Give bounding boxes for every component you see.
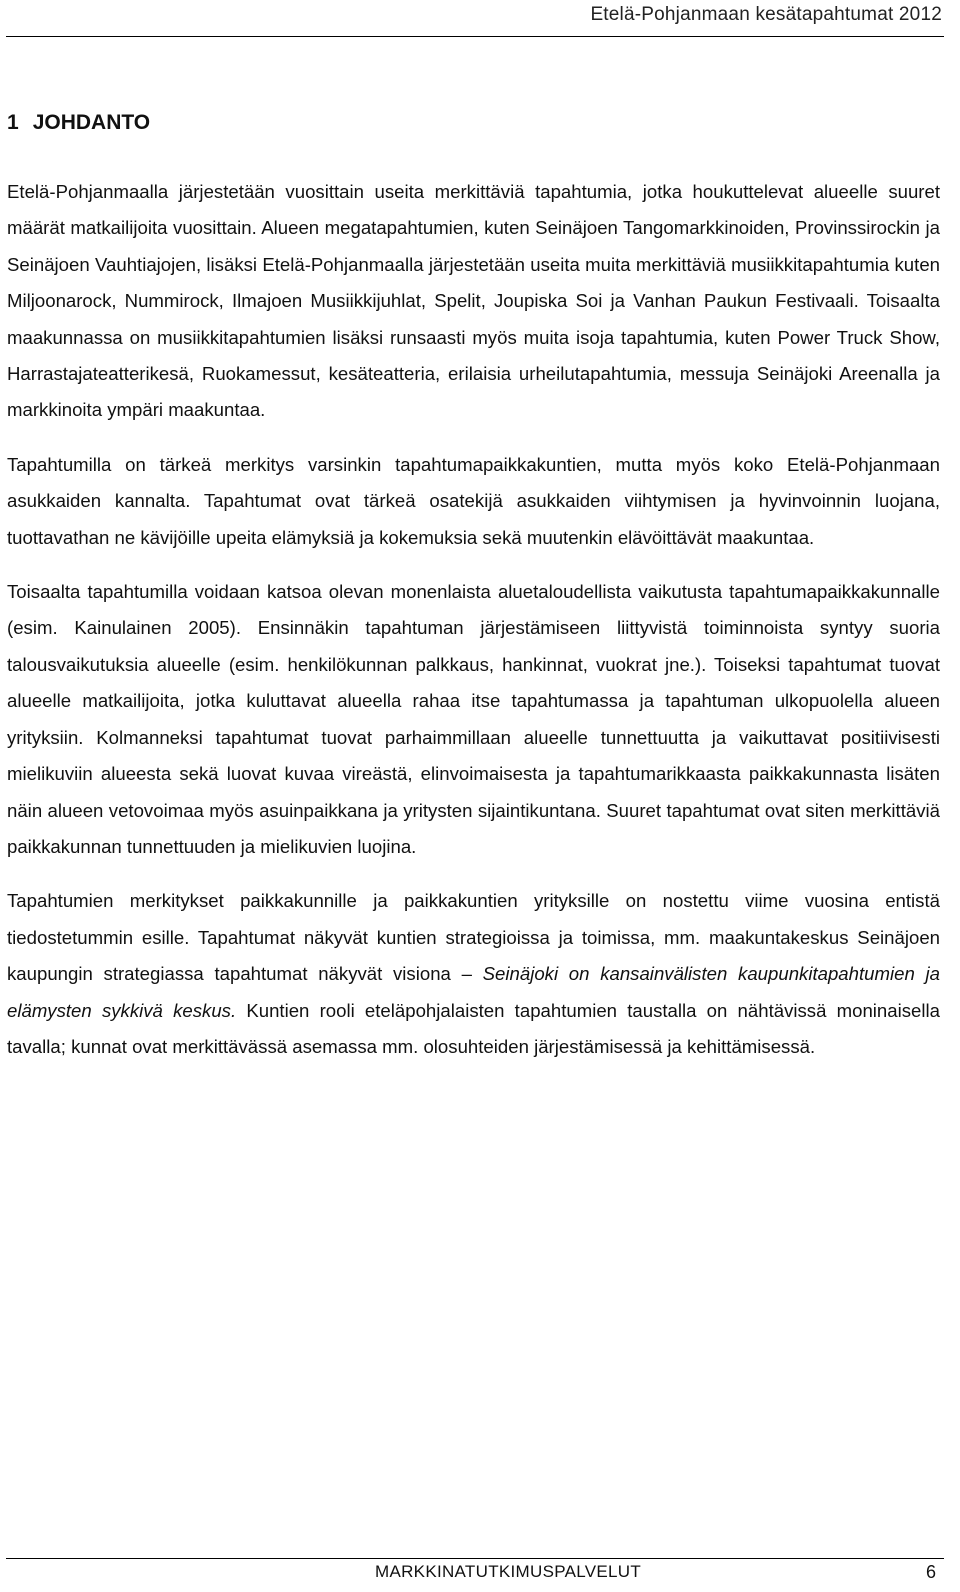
paragraph-3: Toisaalta tapahtumilla voidaan katsoa olevan monenlaista aluetaloudellista vaikutusta tapahtumapaikkakunnalle (esim. Kainulainen 2005). Ensinnäkin tapahtuman järjestämiseen liittyvistä toiminnoista syntyy suoria talousvaikutuksia alueelle (esim. henkilökunnan palkkaus, hankinnat, vuokrat jne.). Toiseksi tapahtumat tuovat alueelle matkailijoita, jotka kuluttavat alueella rahaa itse tapahtumassa ja tapahtuman ulkopuolella alueen yrityksiin. Kolmanneksi tapahtumat tuovat parhaimmillaan alueelle tunnettuutta ja vaikuttavat positiivisesti mielikuviin alueesta sekä luovat kuvaa vireästä, elinvoimaisesta ja tapahtumarikkaasta paikkakunnasta lisäten näin alueen vetovoimaa myös asuinpaikkana ja yritysten sijaintikuntana. Suuret tapahtumat ovat siten merkittäviä paikkakunnan tunnettuuden ja mielikuvien luojina. — [7, 581, 940, 857]
page-content — [7, 100, 940, 1083]
paragraph-4-text-after: Kuntien rooli eteläpohjalaisten tapahtumien taustalla on nähtävissä moninaisella tavalla; kunnat ovat merkittävässä asemassa mm. olosuhteiden järjestämisessä ja kehittämisessä. — [7, 999, 940, 1057]
paragraph-1: Etelä-Pohjanmaalla järjestetään vuosittain useita merkittäviä tapahtumia, jotka houkuttelevat alueelle suuret määrät matkailijoita vuosittain. Alueen megatapahtumien, kuten Seinäjoen Tangomarkkinoiden, Provinssirockin ja Seinäjoen Vauhtiajojen, lisäksi Etelä-Pohjanmaalla järjestetään useita muita merkittäviä musiikkitapahtumia kuten Miljoonarock, Nummirock, Ilmajoen Musiikkijuhlat, Spelit, Joupiska Soi ja Vanhan Paukun Festivaali. Toisaalta maakunnassa on musiikkitapahtumien lisäksi runsaasti myös muita isoja tapahtumia, kuten Power Truck Show, Harrastajateatterikesä, Ruokamessut, kesäteatteria, erilaisia urheilutapahtumia, messuja Seinäjoki Areenalla ja markkinoita ympäri maakuntaa. — [7, 181, 940, 421]
footer-organization: MARKKINATUTKIMUSPALVELUT — [375, 1562, 642, 1581]
header-rule — [6, 36, 944, 37]
section-heading — [7, 100, 940, 146]
vision-quote: Seinäjoki on kansainvälisten kaupunkitapahtumien ja elämysten sykkivä keskus. — [7, 963, 940, 1021]
paragraph-4 — [7, 883, 940, 1065]
paragraph-4-text-before: Tapahtumien merkitykset paikkakunnille ja paikkakuntien yrityksille on nostettu viime vuosina entistä tiedostetummin esille. Tapahtumat näkyvät kuntien strategioissa ja toimissa, mm. maakuntakeskus Seinäjoen kaupungin strategiassa tapahtumat näkyvät visiona – — [7, 890, 940, 985]
page-number: 6 — [925, 1562, 936, 1582]
footer-rule — [6, 1558, 944, 1559]
section-title: JOHDANTO — [32, 111, 151, 134]
section-number: 1 — [7, 111, 19, 134]
running-header: Etelä-Pohjanmaan kesätapahtumat 2012 — [590, 4, 942, 25]
paragraph-2: Tapahtumilla on tärkeä merkitys varsinkin tapahtumapaikkakuntien, mutta myös koko Etelä-Pohjanmaan asukkaiden kannalta. Tapahtumat ovat tärkeä osatekijä asukkaiden viihtymisen ja hyvinvoinnin luojana, tuottavathan ne kävijöille upeita elämyksiä ja kokemuksia sekä muutenkin elävöittävät maakuntaa. — [7, 453, 940, 548]
